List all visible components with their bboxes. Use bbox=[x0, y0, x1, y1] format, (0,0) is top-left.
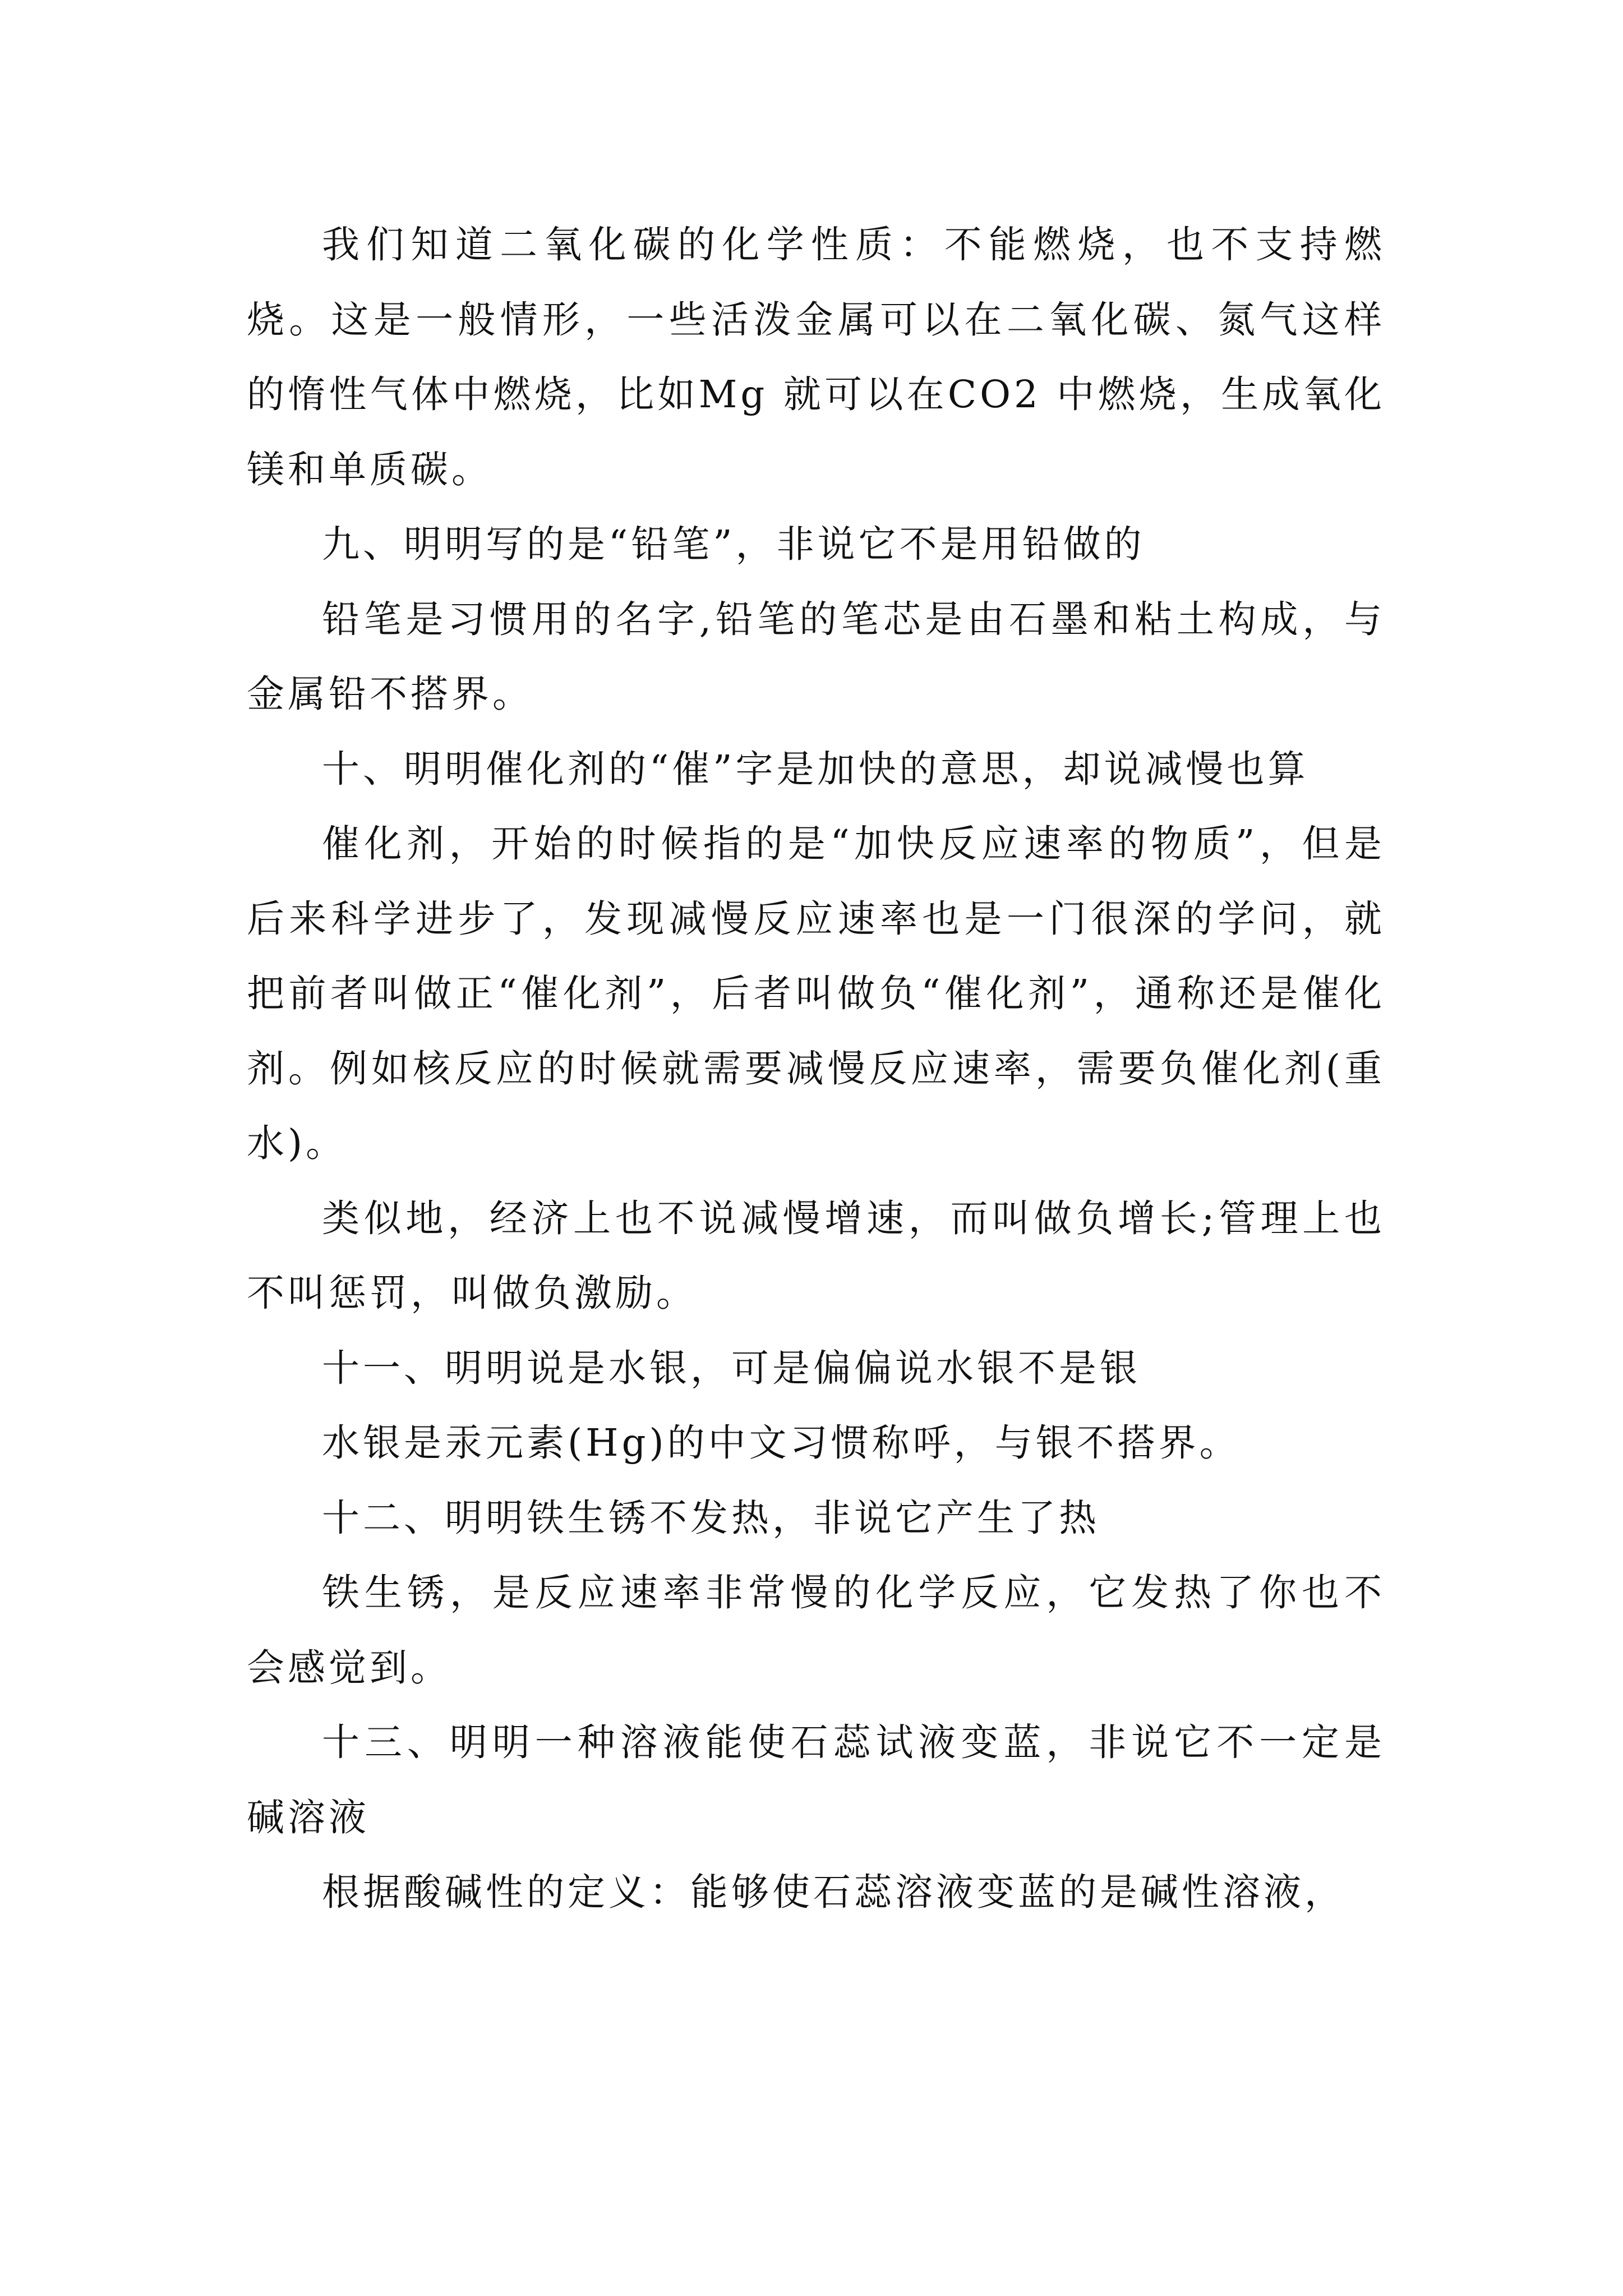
paragraph-analogy: 类似地，经济上也不说减慢增速，而叫做负增长;管理上也不叫惩罚，叫做负激励。 bbox=[247, 1196, 1385, 1315]
heading-mercury: 十一、明明说是水银，可是偏偏说水银不是银 bbox=[322, 1346, 1141, 1390]
paragraph-catalyst: 催化剂，开始的时候指的是“加快反应速率的物质”，但是后来科学进步了，发现减慢反应速率也是一门很深的学问，就把前者叫做正“催化剂”，后者叫做负“催化剂”，通称还是催化剂。例如核反应的时候就需要减慢反应速率，需要负催化剂(重水)。 bbox=[247, 822, 1385, 1165]
heading-litmus: 十三、明明一种溶液能使石蕊试液变蓝，非说它不一定是碱溶液 bbox=[247, 1720, 1385, 1839]
heading-pencil: 九、明明写的是“铅笔”，非说它不是用铅做的 bbox=[322, 522, 1145, 566]
heading-catalyst: 十、明明催化剂的“催”字是加快的意思，却说减慢也算 bbox=[322, 747, 1309, 791]
paragraph-pencil: 铅笔是习惯用的名字,铅笔的笔芯是由石墨和粘土构成，与金属铅不搭界。 bbox=[247, 597, 1385, 716]
document-body bbox=[247, 208, 1385, 1930]
heading-rust: 十二、明明铁生锈不发热，非说它产生了热 bbox=[322, 1496, 1100, 1540]
paragraph-co2-combustion: 我们知道二氧化碳的化学性质：不能燃烧，也不支持燃烧。这是一般情形，一些活泼金属可以在二氧化碳、氮气这样的惰性气体中燃烧，比如Mg 就可以在CO2 中燃烧，生成氧化镁和单质碳。 bbox=[247, 223, 1385, 491]
paragraph-mercury: 水银是汞元素(Hg)的中文习惯称呼，与银不搭界。 bbox=[322, 1421, 1241, 1465]
paragraph-litmus: 根据酸碱性的定义：能够使石蕊溶液变蓝的是碱性溶液， bbox=[322, 1870, 1345, 1914]
paragraph-rust: 铁生锈，是反应速率非常慢的化学反应，它发热了你也不会感觉到。 bbox=[247, 1571, 1385, 1690]
